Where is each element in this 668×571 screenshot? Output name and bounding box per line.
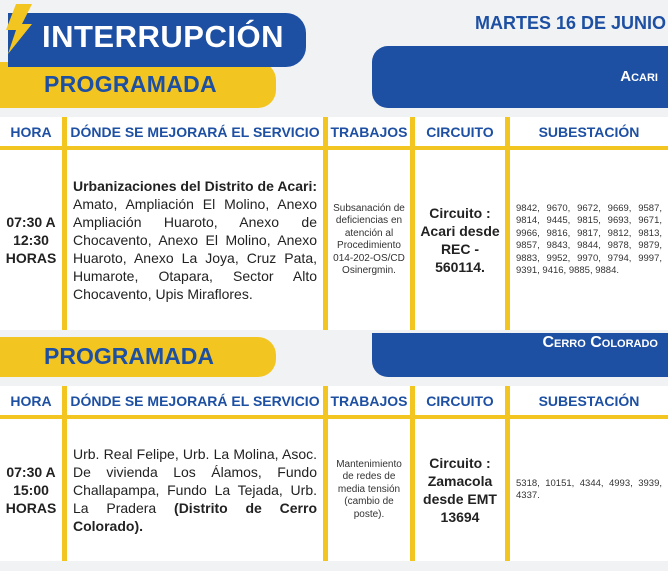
section2-title: PROGRAMADA xyxy=(44,343,214,369)
donde-cell xyxy=(67,150,323,330)
circuito-cell: Circuito : Acari desde REC - 560114. xyxy=(415,150,505,330)
column-header-hora: HORA xyxy=(0,386,62,416)
divider xyxy=(410,386,415,561)
hora-cell: 07:30 A 12:30 HORAS xyxy=(0,150,62,330)
lightning-bolt-icon xyxy=(2,4,36,54)
column-header-donde: DÓNDE SE MEJORARÁ EL SERVICIO xyxy=(67,386,323,416)
divider xyxy=(62,386,67,561)
column-header-trabajos: TRABAJOS xyxy=(328,117,410,147)
column-header-hora: HORA xyxy=(0,117,62,147)
subestacion-cell: 5318, 10151, 4344, 4993, 3939, 4337. xyxy=(510,419,668,561)
donde-bold-text: Urbanizaciones del Distrito de Acari: xyxy=(73,178,317,194)
divider xyxy=(323,117,328,330)
donde-list: Amato, Ampliación El Molino, Anexo Ampliación Huaroto, Anexo de Chocavento, Anexo El Molino, Anexo Huaroto, Anexo La Joya, Cruz Pata, Humarote, Otapara, Sector Alto Chocavento, Upis Miraflores. xyxy=(73,196,317,302)
column-header-circuito: CIRCUITO xyxy=(415,386,505,416)
trabajos-cell: Subsanación de deficiencias en atención al Procedimiento 014-202-OS/CD Osinergmin. xyxy=(328,150,410,330)
circuito-cell: Circuito : Zamacola desde EMT 13694 xyxy=(415,419,505,561)
column-header-subestacion: SUBESTACIÓN xyxy=(510,117,668,147)
divider xyxy=(62,117,67,330)
subestacion-cell: 9842, 9670, 9672, 9669, 9587, 9814, 9445, 9815, 9693, 9671, 9966, 9816, 9817, 9812, 9813, 9857, 9843, 9844, 9878, 9879, 9883, 9952, 9970, 9794, 9997, 9391, 9416, 9885, 9884. xyxy=(510,150,668,330)
date-label: MARTES 16 DE JUNIO xyxy=(474,13,666,33)
donde-text xyxy=(73,445,317,535)
donde-text xyxy=(73,177,317,303)
divider xyxy=(505,386,510,561)
page-subtitle: PROGRAMADA xyxy=(44,71,217,97)
hora-cell: 07:30 A 15:00 HORAS xyxy=(0,419,62,561)
divider xyxy=(505,117,510,330)
donde-bold-text: (Distrito de Cerro Colorado). xyxy=(73,500,318,534)
donde-list: Urb. Real Felipe, Urb. La Molina, Asoc. De vivienda Los Álamos, Fundo Challapampa, Fundo La Tejada, Urb. La Pradera xyxy=(73,446,317,516)
column-header-donde: DÓNDE SE MEJORARÁ EL SERVICIO xyxy=(67,117,323,147)
district-label: Acari xyxy=(620,68,658,85)
column-header-circuito: CIRCUITO xyxy=(415,117,505,147)
district-label: Cerro Colorado xyxy=(542,334,658,351)
donde-cell xyxy=(67,419,323,561)
divider xyxy=(410,117,415,330)
page-title: INTERRUPCIÓN xyxy=(42,19,284,54)
trabajos-cell: Mantenimiento de redes de media tensión (cambio de poste). xyxy=(328,419,410,561)
column-header-subestacion: SUBESTACIÓN xyxy=(510,386,668,416)
divider xyxy=(323,386,328,561)
column-header-trabajos: TRABAJOS xyxy=(328,386,410,416)
